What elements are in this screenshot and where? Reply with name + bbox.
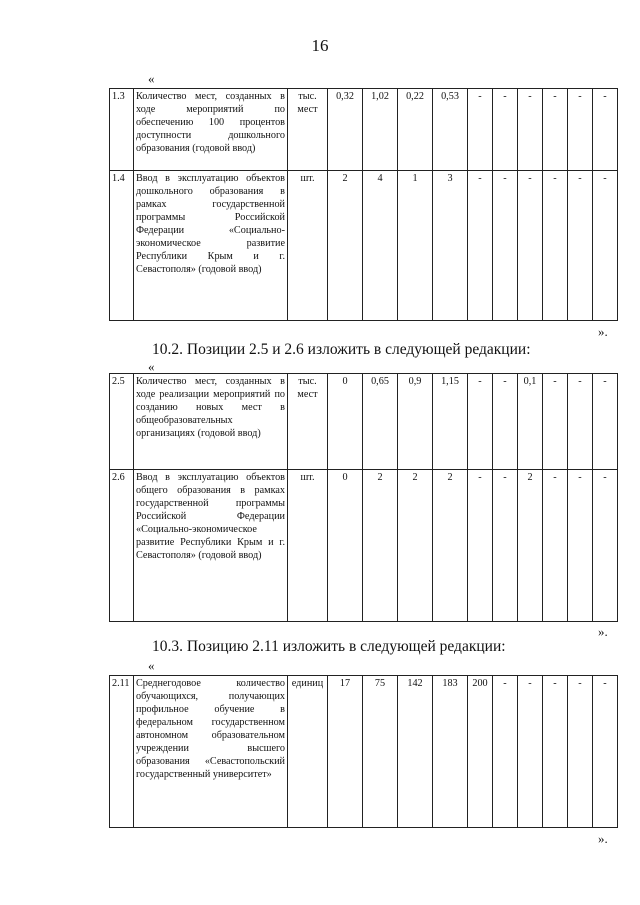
row-number: 1.4	[110, 171, 134, 321]
opening-quote: «	[148, 71, 155, 86]
row-value: -	[593, 470, 618, 622]
row-value: 3	[433, 171, 468, 321]
row-number: 1.3	[110, 89, 134, 171]
row-description: Количество мест, созданных в ходе реализации мероприятий по созданию новых мест в общеобразовательных организациях (годовой ввод)	[134, 374, 288, 470]
row-value: 142	[398, 676, 433, 828]
row-value: 0,1	[518, 374, 543, 470]
row-value: -	[468, 470, 493, 622]
row-value: 4	[363, 171, 398, 321]
row-value: -	[518, 171, 543, 321]
row-value: -	[568, 374, 593, 470]
table-row	[110, 374, 618, 470]
page-number: 16	[311, 36, 329, 55]
row-value: 0,32	[328, 89, 363, 171]
row-value: 75	[363, 676, 398, 828]
row-value: -	[543, 89, 568, 171]
row-value: 2	[328, 171, 363, 321]
row-value: -	[543, 171, 568, 321]
table-row	[110, 89, 618, 171]
table-section-1	[109, 88, 618, 321]
row-value: -	[593, 89, 618, 171]
row-value: -	[543, 374, 568, 470]
row-value: 2	[433, 470, 468, 622]
row-unit: тыс. мест	[288, 374, 328, 470]
row-value: -	[568, 171, 593, 321]
row-value: 0,53	[433, 89, 468, 171]
row-value: -	[493, 171, 518, 321]
section-heading: 10.3. Позицию 2.11 изложить в следующей редакции:	[152, 638, 506, 655]
row-value: 1,02	[363, 89, 398, 171]
row-value: 183	[433, 676, 468, 828]
row-value: -	[518, 676, 543, 828]
table-row	[110, 676, 618, 828]
row-value: 0	[328, 470, 363, 622]
row-value: -	[568, 89, 593, 171]
table-section-2	[109, 373, 618, 622]
row-value: -	[568, 470, 593, 622]
row-value: -	[493, 374, 518, 470]
row-value: 2	[518, 470, 543, 622]
row-value: 2	[398, 470, 433, 622]
row-value: 2	[363, 470, 398, 622]
row-value: -	[593, 374, 618, 470]
row-value: 0,9	[398, 374, 433, 470]
row-value: 0,65	[363, 374, 398, 470]
section-heading: 10.2. Позиции 2.5 и 2.6 изложить в следующей редакции:	[152, 341, 531, 358]
row-unit: единиц	[288, 676, 328, 828]
row-value: -	[493, 89, 518, 171]
row-description: Ввод в эксплуатацию объектов общего образования в рамках государственной программы Российской Федерации «Социально-экономическое развитие Республики Крым и г. Севастополя» (годовой ввод)	[134, 470, 288, 622]
row-value: -	[468, 374, 493, 470]
row-value: -	[493, 676, 518, 828]
row-value: -	[593, 676, 618, 828]
row-description: Количество мест, созданных в ходе мероприятий по обеспечению 100 процентов доступности дошкольного образования (годовой ввод)	[134, 89, 288, 171]
row-value: 1,15	[433, 374, 468, 470]
row-value: -	[493, 470, 518, 622]
row-value: 1	[398, 171, 433, 321]
row-number: 2.11	[110, 676, 134, 828]
row-value: -	[468, 89, 493, 171]
row-value: -	[568, 676, 593, 828]
row-value: 17	[328, 676, 363, 828]
table-row	[110, 171, 618, 321]
row-value: 200	[468, 676, 493, 828]
closing-quote: ».	[598, 831, 608, 846]
row-unit: шт.	[288, 470, 328, 622]
table-section-3	[109, 675, 618, 828]
row-value: -	[593, 171, 618, 321]
row-value: -	[543, 676, 568, 828]
row-number: 2.5	[110, 374, 134, 470]
row-unit: тыс. мест	[288, 89, 328, 171]
row-value: 0	[328, 374, 363, 470]
row-value: -	[468, 171, 493, 321]
row-value: 0,22	[398, 89, 433, 171]
row-description: Ввод в эксплуатацию объектов дошкольного образования в рамках государственной программы Российской Федерации «Социально-экономическое развитие Республики Крым и г. Севастополя» (годовой ввод)	[134, 171, 288, 321]
closing-quote: ».	[598, 624, 608, 639]
row-description: Среднегодовое количество обучающихся, получающих профильное обучение в федеральном государственном автономном образовательном учреждении высшего образования «Севастопольский государственный университет»	[134, 676, 288, 828]
row-value: -	[518, 89, 543, 171]
closing-quote: ».	[598, 324, 608, 339]
row-value: -	[543, 470, 568, 622]
table-row	[110, 470, 618, 622]
opening-quote: «	[148, 359, 155, 374]
row-number: 2.6	[110, 470, 134, 622]
opening-quote: «	[148, 658, 155, 673]
row-unit: шт.	[288, 171, 328, 321]
